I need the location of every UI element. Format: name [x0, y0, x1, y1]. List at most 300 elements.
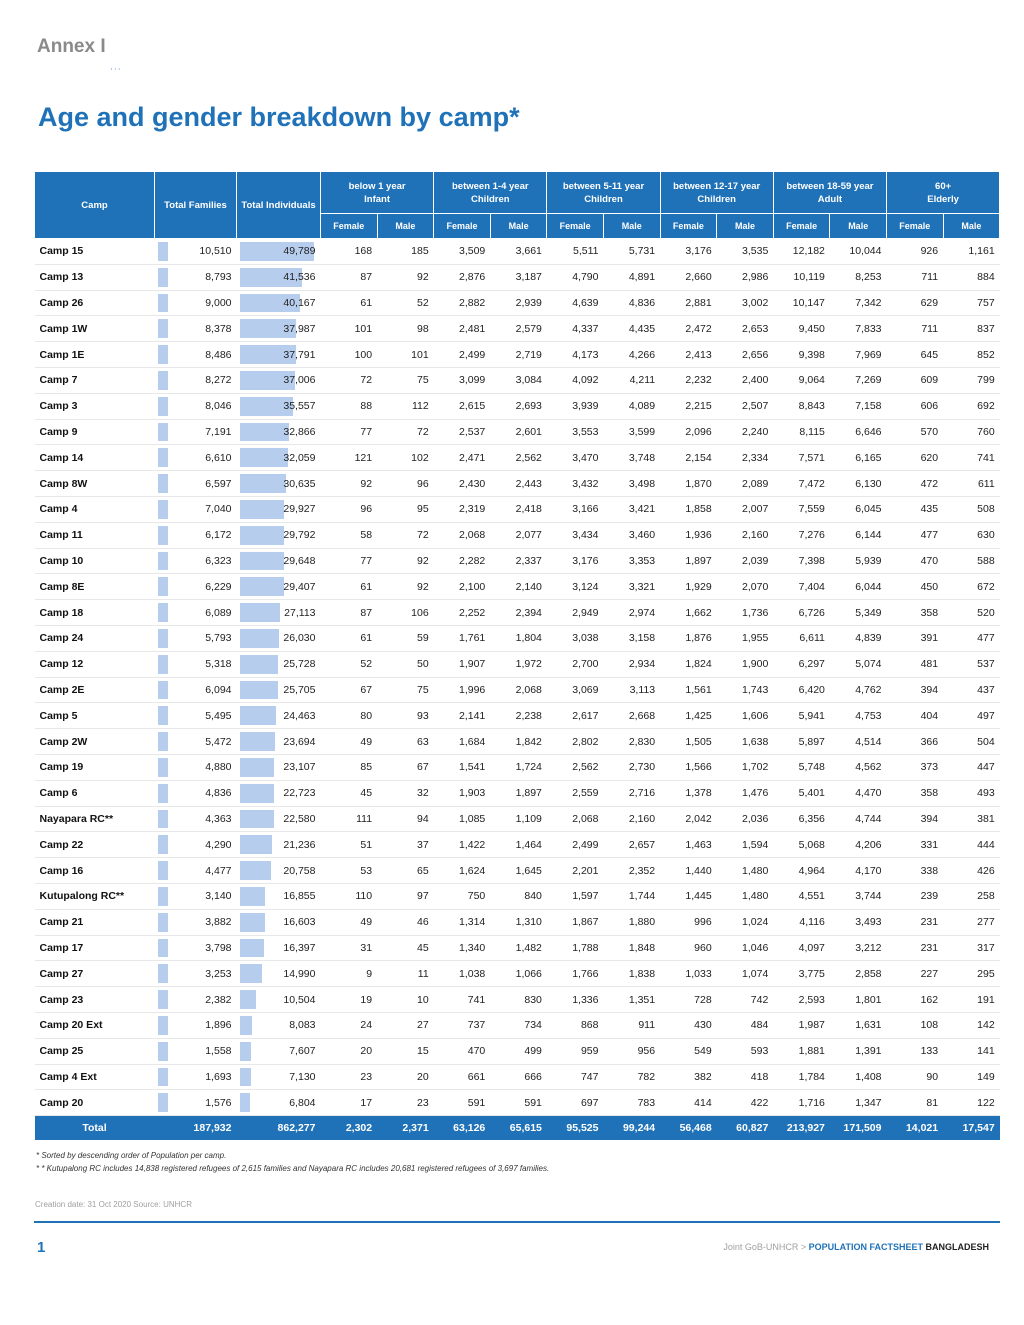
table-cell: 2,036 [717, 806, 774, 832]
table-cell: 2,070 [717, 574, 774, 600]
table-row [35, 780, 1000, 806]
table-cell: 3,084 [490, 367, 547, 393]
table-cell: 2,252 [434, 600, 491, 626]
table-row [35, 677, 1000, 703]
table-cell: 6,165 [830, 445, 887, 471]
families-value: 8,486 [205, 348, 232, 361]
table-cell: 4,092 [547, 367, 604, 393]
table-cell: 757 [943, 290, 1000, 316]
individuals-value: 49,789 [283, 245, 316, 258]
table-cell: 77 [321, 548, 378, 574]
table-cell: 17 [321, 1090, 378, 1116]
table-cell: 1,310 [490, 909, 547, 935]
families-value: 8,046 [205, 400, 232, 413]
table-row [35, 1038, 1000, 1064]
table-cell: 6,726 [773, 600, 830, 626]
table-cell: 2,141 [434, 703, 491, 729]
table-cell: 11 [377, 961, 434, 987]
total-families [155, 651, 237, 677]
table-row [35, 909, 1000, 935]
total-families [155, 729, 237, 755]
total-individuals [237, 909, 321, 935]
table-cell: 5,068 [773, 832, 830, 858]
table-cell: 1,378 [660, 780, 717, 806]
table-cell: 6,130 [830, 471, 887, 497]
table-cell: 4,173 [547, 342, 604, 368]
individuals-bar [240, 964, 262, 983]
table-cell: 19 [321, 987, 378, 1013]
table-cell: 711 [887, 316, 944, 342]
table-cell: 2,858 [830, 961, 887, 987]
table-cell: 3,421 [603, 496, 660, 522]
table-cell: 121 [321, 445, 378, 471]
table-cell: 391 [887, 625, 944, 651]
families-bar [158, 913, 168, 932]
table-cell: 3,212 [830, 935, 887, 961]
table-cell: 2,481 [434, 316, 491, 342]
families-value: 1,693 [205, 1070, 232, 1083]
table-cell: 1,736 [717, 600, 774, 626]
total-families [155, 393, 237, 419]
individuals-bar [240, 706, 276, 725]
table-cell: 996 [660, 909, 717, 935]
total-families [155, 987, 237, 1013]
table-cell: 1,824 [660, 651, 717, 677]
table-cell: 591 [434, 1090, 491, 1116]
camp-name: Camp 24 [35, 625, 155, 651]
families-value: 1,576 [205, 1096, 232, 1109]
table-cell: 7,269 [830, 367, 887, 393]
table-cell: 122 [943, 1090, 1000, 1116]
table-cell: 112 [377, 393, 434, 419]
footnote-sort: * Sorted by descending order of Population per camp. [36, 1151, 227, 1160]
individuals-value: 16,397 [283, 941, 316, 954]
individuals-value: 20,758 [283, 864, 316, 877]
table-cell: 106 [377, 600, 434, 626]
camp-name: Camp 14 [35, 445, 155, 471]
total-individuals [237, 987, 321, 1013]
total-families [155, 909, 237, 935]
total-cell: 2,302 [321, 1116, 378, 1141]
total-families [155, 703, 237, 729]
table-cell: 4,116 [773, 909, 830, 935]
table-cell: 149 [943, 1064, 1000, 1090]
camp-name: Camp 27 [35, 961, 155, 987]
total-families [155, 264, 237, 290]
individuals-value: 23,694 [283, 735, 316, 748]
camp-name: Camp 6 [35, 780, 155, 806]
table-cell: 956 [603, 1038, 660, 1064]
header-group-18-59: between 18-59 year Adult [773, 172, 886, 214]
table-cell: 2,562 [547, 754, 604, 780]
table-cell: 3,939 [547, 393, 604, 419]
table-cell: 1,597 [547, 883, 604, 909]
table-cell: 3,113 [603, 677, 660, 703]
families-bar [158, 294, 168, 313]
families-bar [158, 1042, 168, 1061]
header-male: Male [603, 214, 660, 239]
table-cell: 20 [321, 1038, 378, 1064]
table-cell: 2,042 [660, 806, 717, 832]
table-cell: 437 [943, 677, 1000, 703]
table-cell: 92 [377, 574, 434, 600]
total-families [155, 1012, 237, 1038]
table-cell: 133 [887, 1038, 944, 1064]
individuals-value: 16,603 [283, 916, 316, 929]
header-group-1-4: between 1-4 year Children [434, 172, 547, 214]
individuals-value: 7,130 [289, 1070, 316, 1083]
table-cell: 852 [943, 342, 1000, 368]
table-row [35, 419, 1000, 445]
individuals-bar [240, 655, 278, 674]
table-cell: 9,064 [773, 367, 830, 393]
camp-name: Camp 20 [35, 1090, 155, 1116]
table-cell: 2,668 [603, 703, 660, 729]
table-cell: 9,398 [773, 342, 830, 368]
table-cell: 2,232 [660, 367, 717, 393]
table-cell: 484 [717, 1012, 774, 1038]
table-cell: 4,891 [603, 264, 660, 290]
table-cell: 2,068 [490, 677, 547, 703]
table-row [35, 832, 1000, 858]
table-cell: 4,562 [830, 754, 887, 780]
table-cell: 2,656 [717, 342, 774, 368]
families-bar [158, 552, 168, 571]
individuals-bar [240, 629, 279, 648]
header-group-infant: below 1 year Infant [321, 172, 434, 214]
table-cell: 3,599 [603, 419, 660, 445]
table-cell: 1,724 [490, 754, 547, 780]
table-cell: 3,432 [547, 471, 604, 497]
table-cell: 1,445 [660, 883, 717, 909]
table-cell: 959 [547, 1038, 604, 1064]
total-individuals [237, 1064, 321, 1090]
table-cell: 404 [887, 703, 944, 729]
table-cell: 1,046 [717, 935, 774, 961]
families-value: 9,000 [205, 296, 232, 309]
table-cell: 4,964 [773, 858, 830, 884]
camp-name: Camp 21 [35, 909, 155, 935]
table-cell: 2,882 [434, 290, 491, 316]
table-cell: 23 [377, 1090, 434, 1116]
total-families [155, 471, 237, 497]
total-individuals [237, 754, 321, 780]
families-bar [158, 1068, 168, 1087]
header-female: Female [434, 214, 491, 239]
table-cell: 168 [321, 239, 378, 265]
table-cell: 3,099 [434, 367, 491, 393]
camp-name: Camp 10 [35, 548, 155, 574]
total-families [155, 1064, 237, 1090]
individuals-value: 37,791 [283, 348, 316, 361]
table-cell: 10 [377, 987, 434, 1013]
table-cell: 2,096 [660, 419, 717, 445]
table-cell: 258 [943, 883, 1000, 909]
individuals-value: 41,536 [283, 271, 316, 284]
table-cell: 6,297 [773, 651, 830, 677]
table-cell: 6,044 [830, 574, 887, 600]
families-value: 8,272 [205, 374, 232, 387]
table-cell: 414 [660, 1090, 717, 1116]
table-cell: 4,836 [603, 290, 660, 316]
table-cell: 10,044 [830, 239, 887, 265]
table-row [35, 625, 1000, 651]
table-cell: 1,766 [547, 961, 604, 987]
table-cell: 87 [321, 264, 378, 290]
individuals-bar [240, 1016, 252, 1035]
camp-name: Camp 7 [35, 367, 155, 393]
table-cell: 1,340 [434, 935, 491, 961]
table-cell: 1,801 [830, 987, 887, 1013]
families-value: 6,094 [205, 683, 232, 696]
table-cell: 1,645 [490, 858, 547, 884]
table-cell: 3,321 [603, 574, 660, 600]
table-cell: 3,187 [490, 264, 547, 290]
table-cell: 185 [377, 239, 434, 265]
total-families [155, 1090, 237, 1116]
table-row [35, 496, 1000, 522]
table-cell: 1,408 [830, 1064, 887, 1090]
table-cell: 840 [490, 883, 547, 909]
individuals-bar [240, 990, 256, 1009]
families-bar [158, 732, 168, 751]
table-cell: 1,900 [717, 651, 774, 677]
creation-date: Creation date: 31 Oct 2020 Source: UNHCR [35, 1200, 192, 1209]
table-cell: 2,443 [490, 471, 547, 497]
table-cell: 7,342 [830, 290, 887, 316]
families-value: 6,597 [205, 477, 232, 490]
table-cell: 7,559 [773, 496, 830, 522]
total-individuals [237, 239, 321, 265]
total-families [155, 419, 237, 445]
table-cell: 2,499 [434, 342, 491, 368]
camp-name: Camp 4 Ext [35, 1064, 155, 1090]
families-value: 3,140 [205, 890, 232, 903]
header-male: Male [943, 214, 1000, 239]
table-cell: 1,425 [660, 703, 717, 729]
individuals-bar [240, 448, 288, 467]
families-value: 4,880 [205, 761, 232, 774]
header-total-individuals: Total Individuals [237, 172, 321, 239]
camp-name: Camp 8W [35, 471, 155, 497]
individuals-bar [240, 939, 264, 958]
table-cell: 799 [943, 367, 1000, 393]
table-cell: 8,253 [830, 264, 887, 290]
table-cell: 783 [603, 1090, 660, 1116]
table-cell: 418 [717, 1064, 774, 1090]
table-cell: 4,206 [830, 832, 887, 858]
page-title: Age and gender breakdown by camp* [38, 102, 520, 132]
table-cell: 5,897 [773, 729, 830, 755]
table-cell: 1,066 [490, 961, 547, 987]
table-cell: 3,176 [547, 548, 604, 574]
individuals-bar [240, 835, 272, 854]
camp-name: Camp 19 [35, 754, 155, 780]
table-cell: 1,804 [490, 625, 547, 651]
families-bar [158, 706, 168, 725]
table-cell: 1,566 [660, 754, 717, 780]
table-row [35, 754, 1000, 780]
table-cell: 2,337 [490, 548, 547, 574]
total-individuals [237, 961, 321, 987]
families-bar [158, 758, 168, 777]
families-value: 2,382 [205, 993, 232, 1006]
age-gender-table [34, 171, 1000, 1140]
table-cell: 3,124 [547, 574, 604, 600]
total-individuals [237, 935, 321, 961]
total-families [155, 780, 237, 806]
table-cell: 2,934 [603, 651, 660, 677]
table-cell: 911 [603, 1012, 660, 1038]
table-cell: 444 [943, 832, 1000, 858]
table-row [35, 806, 1000, 832]
header-female: Female [887, 214, 944, 239]
individuals-value: 32,059 [283, 451, 316, 464]
table-cell: 4,790 [547, 264, 604, 290]
table-cell: 1,336 [547, 987, 604, 1013]
table-cell: 3,470 [547, 445, 604, 471]
header-group-5-11: between 5-11 year Children [547, 172, 660, 214]
table-cell: 93 [377, 703, 434, 729]
table-cell: 1,867 [547, 909, 604, 935]
table-cell: 27 [377, 1012, 434, 1038]
table-cell: 470 [434, 1038, 491, 1064]
table-cell: 53 [321, 858, 378, 884]
total-families [155, 961, 237, 987]
table-cell: 1,955 [717, 625, 774, 651]
table-cell: 2,039 [717, 548, 774, 574]
individuals-value: 32,866 [283, 425, 316, 438]
header-male: Male [490, 214, 547, 239]
table-cell: 1,716 [773, 1090, 830, 1116]
families-bar [158, 810, 168, 829]
table-cell: 4,839 [830, 625, 887, 651]
table-row [35, 445, 1000, 471]
individuals-value: 29,792 [283, 529, 316, 542]
table-cell: 2,068 [434, 522, 491, 548]
families-value: 1,558 [205, 1045, 232, 1058]
table-cell: 358 [887, 600, 944, 626]
table-cell: 3,069 [547, 677, 604, 703]
table-cell: 1,784 [773, 1064, 830, 1090]
table-cell: 1,624 [434, 858, 491, 884]
header-female: Female [660, 214, 717, 239]
camp-name: Camp 16 [35, 858, 155, 884]
families-bar [158, 629, 168, 648]
table-cell: 2,615 [434, 393, 491, 419]
table-cell: 8,843 [773, 393, 830, 419]
total-cell: 63,126 [434, 1116, 491, 1141]
table-row [35, 393, 1000, 419]
camp-name: Nayapara RC** [35, 806, 155, 832]
individuals-value: 21,236 [283, 838, 316, 851]
table-cell: 837 [943, 316, 1000, 342]
table-cell: 32 [377, 780, 434, 806]
families-bar [158, 784, 168, 803]
table-row [35, 522, 1000, 548]
table-cell: 72 [377, 419, 434, 445]
table-cell: 588 [943, 548, 1000, 574]
families-bar [158, 268, 168, 287]
table-cell: 31 [321, 935, 378, 961]
families-value: 3,253 [205, 967, 232, 980]
table-cell: 1,907 [434, 651, 491, 677]
table-cell: 85 [321, 754, 378, 780]
table-cell: 2,881 [660, 290, 717, 316]
table-cell: 430 [660, 1012, 717, 1038]
table-cell: 5,731 [603, 239, 660, 265]
total-individuals [237, 445, 321, 471]
table-cell: 728 [660, 987, 717, 1013]
table-cell: 742 [717, 987, 774, 1013]
table-cell: 2,394 [490, 600, 547, 626]
individuals-value: 16,855 [283, 890, 316, 903]
header-male: Male [377, 214, 434, 239]
table-cell: 661 [434, 1064, 491, 1090]
table-cell: 711 [887, 264, 944, 290]
families-bar [158, 835, 168, 854]
individuals-value: 37,987 [283, 322, 316, 335]
total-individuals [237, 548, 321, 574]
table-cell: 2,472 [660, 316, 717, 342]
table-row [35, 316, 1000, 342]
table-cell: 1,870 [660, 471, 717, 497]
table-cell: 672 [943, 574, 1000, 600]
table-cell: 6,646 [830, 419, 887, 445]
table-cell: 2,282 [434, 548, 491, 574]
table-cell: 67 [377, 754, 434, 780]
table-cell: 630 [943, 522, 1000, 548]
table-row [35, 935, 1000, 961]
annex-label: Annex I [37, 36, 106, 57]
table-cell: 3,158 [603, 625, 660, 651]
total-individuals [237, 574, 321, 600]
table-cell: 1,838 [603, 961, 660, 987]
table-cell: 504 [943, 729, 1000, 755]
camp-name: Camp 8E [35, 574, 155, 600]
table-cell: 3,775 [773, 961, 830, 987]
table-cell: 277 [943, 909, 1000, 935]
table-cell: 1,662 [660, 600, 717, 626]
camp-name: Camp 9 [35, 419, 155, 445]
table-cell: 45 [321, 780, 378, 806]
total-families [155, 806, 237, 832]
table-cell: 3,002 [717, 290, 774, 316]
total-families [155, 445, 237, 471]
table-cell: 493 [943, 780, 1000, 806]
table-cell: 2,986 [717, 264, 774, 290]
table-cell: 63 [377, 729, 434, 755]
individuals-value: 30,635 [283, 477, 316, 490]
header-female: Female [547, 214, 604, 239]
individuals-bar [240, 474, 286, 493]
table-cell: 100 [321, 342, 378, 368]
individuals-bar [240, 1042, 251, 1061]
table-cell: 72 [377, 522, 434, 548]
individuals-value: 27,113 [284, 606, 316, 619]
table-cell: 382 [660, 1064, 717, 1090]
total-cell: 17,547 [943, 1116, 1000, 1141]
table-cell: 1,702 [717, 754, 774, 780]
individuals-bar [240, 423, 289, 442]
table-cell: 1,936 [660, 522, 717, 548]
table-cell: 6,045 [830, 496, 887, 522]
table-cell: 629 [887, 290, 944, 316]
table-cell: 477 [943, 625, 1000, 651]
table-cell: 3,493 [830, 909, 887, 935]
header-female: Female [321, 214, 378, 239]
header-group-60-plus: 60+ Elderly [887, 172, 1000, 214]
